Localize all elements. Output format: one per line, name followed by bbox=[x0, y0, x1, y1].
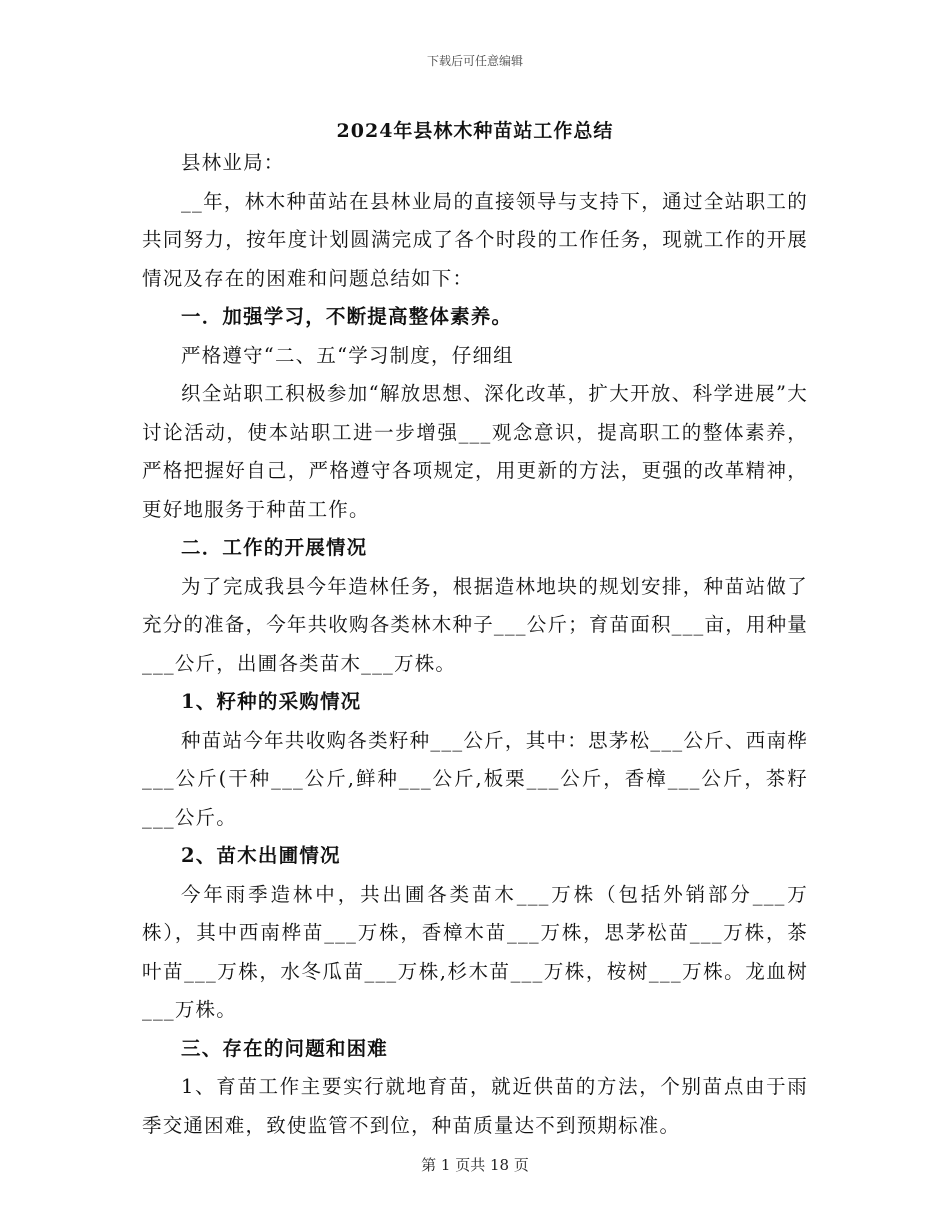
page-number: 第 1 页共 18 页 bbox=[421, 1156, 529, 1174]
section-heading-problems: 三、存在的问题和困难 bbox=[181, 1036, 389, 1060]
document-title: 2024年县林木种苗站工作总结 bbox=[336, 120, 614, 142]
subheading-seedling-output: 2、苗木出圃情况 bbox=[181, 844, 341, 867]
document-body bbox=[142, 144, 808, 1145]
study-paragraph-1: 严格遵守“二、五“学习制度，仔细组 bbox=[181, 343, 514, 367]
download-note: 下载后可任意编辑 bbox=[426, 54, 523, 68]
salutation: 县林业局： bbox=[181, 151, 285, 174]
problems-paragraph: 1、育苗工作主要实行就地育苗，就近供苗的方法，个别苗点由于雨季交通困难，致使监管不到位，种苗质量达不到预期标准。 bbox=[142, 1075, 808, 1137]
study-paragraph-2: 织全站职工积极参加“解放思想、深化改革，扩大开放、科学进展”大讨论活动，使本站职工进一步增强___观念意识，提高职工的整体素养，严格把握好自己，严格遵守各项规定，用更新的方法，更强的改革精神，更好地服务于种苗工作。 bbox=[142, 382, 808, 521]
section-heading-work: 二．工作的开展情况 bbox=[181, 536, 368, 559]
seedling-output-paragraph: 今年雨季造林中，共出圃各类苗木___万株（包括外销部分___万株），其中西南桦苗___万株，香樟木苗___万株，思茅松苗___万株，茶叶苗___万株，水冬瓜苗___万株,杉木苗___万株，桉树___万株。龙血树___万株。 bbox=[142, 882, 808, 1021]
work-paragraph: 为了完成我县今年造林任务，根据造林地块的规划安排，种苗站做了充分的准备，今年共收购各类林木种子___公斤；育苗面积___亩，用种量___公斤，出圃各类苗木___万株。 bbox=[142, 574, 809, 675]
intro-paragraph: __年，林木种苗站在县林业局的直接领导与支持下，通过全站职工的共同努力，按年度计划圆满完成了各个时段的工作任务，现就工作的开展情况及存在的困难和问题总结如下： bbox=[142, 189, 808, 290]
subheading-seed-purchase: 1、籽种的采购情况 bbox=[181, 690, 362, 713]
seed-purchase-paragraph: 种苗站今年共收购各类籽种___公斤，其中：思茅松___公斤、西南桦___公斤(干种___公斤,鲜种___公斤,板栗___公斤，香樟___公斤，茶籽___公斤。 bbox=[142, 728, 808, 829]
section-heading-study: 一．加强学习，不断提高整体素养。 bbox=[181, 305, 513, 328]
